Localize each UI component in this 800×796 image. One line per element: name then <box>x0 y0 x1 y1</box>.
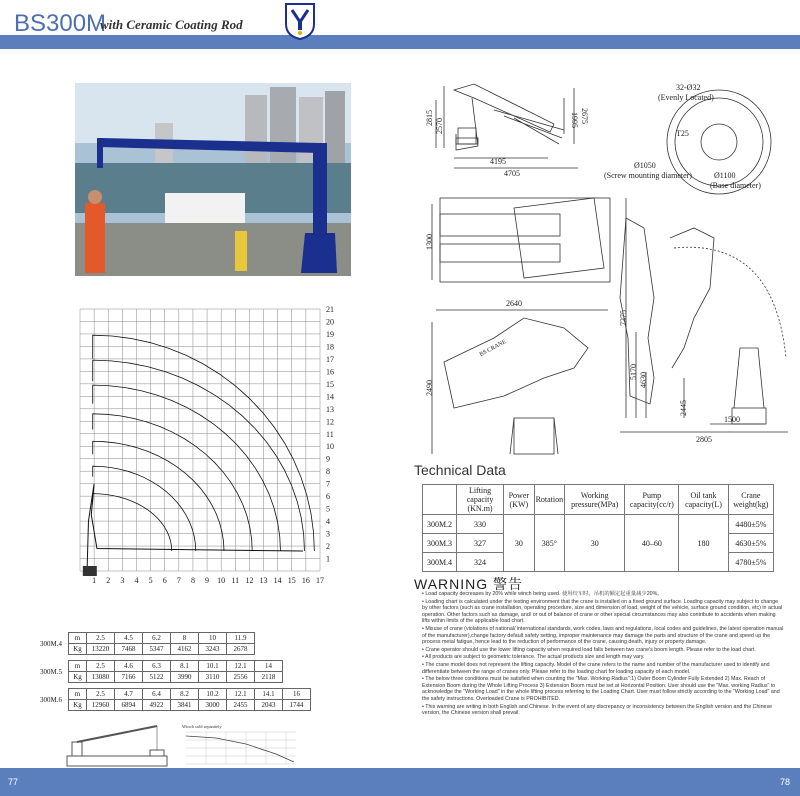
y-tick-label: 17 <box>326 354 334 364</box>
load-table-load: 7166 <box>115 672 143 683</box>
model-subtitle: with Ceramic Coating Rod <box>100 17 243 32</box>
tech-weight: 4780±5% <box>728 553 773 572</box>
load-table-radius: 4.7 <box>115 689 143 700</box>
x-tick-label: 11 <box>231 576 240 585</box>
load-table-load: 12960 <box>87 700 115 711</box>
x-tick-label: 2 <box>106 576 111 585</box>
tech-lifting: 324 <box>457 553 504 572</box>
load-table-radius: 6.3 <box>143 661 171 672</box>
tech-lifting: 327 <box>457 534 504 553</box>
y-tick-label: 12 <box>326 417 334 427</box>
load-table-load: 2678 <box>227 644 255 655</box>
load-table-radius: 4.6 <box>115 661 143 672</box>
dim-top-1: 2570 <box>435 118 444 134</box>
load-table-radius: 4.5 <box>115 633 143 644</box>
y-tick-label: 9 <box>326 454 330 464</box>
x-tick-label: 16 <box>301 576 310 585</box>
x-tick-label: 10 <box>217 576 226 585</box>
tech-header-pump: Pump capacity(cc/r) <box>625 485 679 515</box>
load-table-unit: Kg <box>69 700 87 711</box>
y-tick-label: 14 <box>326 392 334 402</box>
warning-item: • Misuse of crane (violations of national/ international standards, work codes, laws and regulations, local codes and guidelines, the latest operation manual of the manufacturer),change factory default safety setting, improper maintenance may damage the parts and structure of the crane and speed up the process metal fatigue, hence lead to the reduction of performance of the crane, causing death, injury or property damage. <box>422 625 784 646</box>
load-table-load: 4162 <box>171 644 199 655</box>
x-tick-label: 1 <box>92 576 97 585</box>
tech-rotation: 385° <box>534 515 565 572</box>
base-d2: Ø1100 <box>714 171 736 180</box>
page-number-right: 78 <box>779 777 790 787</box>
y-tick-label: 20 <box>326 317 334 327</box>
x-tick-label: 7 <box>176 576 181 585</box>
load-table-radius: 8.1 <box>171 661 199 672</box>
load-table-radius: 16 <box>283 689 311 700</box>
header-band <box>0 35 800 49</box>
y-tick-label: 10 <box>326 442 334 452</box>
load-table-unit: Kg <box>69 672 87 683</box>
winch-chart <box>176 722 298 768</box>
x-tick-label: 12 <box>245 576 254 585</box>
y-tick-label: 13 <box>326 404 334 414</box>
load-table-load: 13080 <box>87 672 115 683</box>
table-row <box>69 672 283 683</box>
table-row <box>423 515 774 534</box>
load-table-unit: m <box>69 689 87 700</box>
load-table-load: 1744 <box>283 700 311 711</box>
x-tick-label: 8 <box>190 576 195 585</box>
brand-text: BS CRANE <box>478 339 508 359</box>
tech-model: 300M.3 <box>423 534 457 553</box>
load-table-radius: 12.1 <box>227 689 255 700</box>
load-table-load: 2455 <box>227 700 255 711</box>
table-row <box>69 700 311 711</box>
page-footer <box>0 768 800 796</box>
tech-header-rotation: Rotation <box>534 485 565 515</box>
load-table-radius: 2.5 <box>87 661 115 672</box>
load-table-radius: 8 <box>171 633 199 644</box>
y-tick-label: 21 <box>326 305 334 314</box>
reach-curve <box>93 494 172 551</box>
load-table-load: 5122 <box>143 672 171 683</box>
tech-header-weight: Crane weight(kg) <box>728 485 773 515</box>
base-holes: 32-Ø32 <box>676 83 701 92</box>
load-table-load: 2118 <box>255 672 283 683</box>
load-table-load: 3841 <box>171 700 199 711</box>
x-tick-label: 13 <box>259 576 268 585</box>
x-tick-label: 3 <box>120 576 125 585</box>
technical-drawings <box>414 78 794 462</box>
y-tick-label: 15 <box>326 379 334 389</box>
tech-header-lifting: Lifting capacity (KN.m) <box>457 485 504 515</box>
load-table-radius: 10.1 <box>199 661 227 672</box>
y-tick-label: 19 <box>326 329 334 339</box>
y-tick-label: 3 <box>326 529 330 539</box>
table-row <box>69 633 255 644</box>
tech-weight: 4630±5% <box>728 534 773 553</box>
load-table-load: 3990 <box>171 672 199 683</box>
base-thickness: T25 <box>676 129 689 138</box>
x-tick-label: 6 <box>162 576 167 585</box>
page-header <box>0 0 800 48</box>
y-tick-label: 8 <box>326 467 330 477</box>
y-tick-label: 18 <box>326 342 334 352</box>
tech-header-pressure: Working pressure(MPa) <box>565 485 625 515</box>
warning-title: WARNING 警告 <box>414 576 524 592</box>
load-table-unit: Kg <box>69 644 87 655</box>
dim-top-2: 1995 <box>570 112 579 128</box>
y-tick-label: 2 <box>326 542 330 552</box>
dim-bottom-0: 2640 <box>506 299 522 308</box>
table-row <box>69 661 283 672</box>
tech-power: 30 <box>504 515 534 572</box>
crane-base <box>83 566 97 576</box>
model-title: BS300M <box>14 10 107 37</box>
x-tick-label: 4 <box>134 576 139 585</box>
load-table-radius: 11.9 <box>227 633 255 644</box>
base-d1-label: (Screw mounting diameter) <box>604 171 692 180</box>
warning-item: • Loading chart is calculated under the testing environment that the crane is installed on a fixed ground surface. Loading capacity may subject to change by other factors (such as crane installation, operating procedure, size and dimension of load, weight of the vehicle, surface ground condition, etc) in actual operation. Other factors such as damage, and/ or out of balance of crane or other special circumstances may also contribute to accidents when making lifts within limits of the applicable load chart. <box>422 598 783 625</box>
load-table-radius: 8.2 <box>171 689 199 700</box>
dim-top-5: 4705 <box>504 169 520 178</box>
dim-bottom-1: 2490 <box>425 380 434 396</box>
technical-data-table <box>422 484 774 572</box>
dim-top-0: 2815 <box>425 110 434 126</box>
base-d1: Ø1050 <box>634 161 656 170</box>
load-table-radius: 10.2 <box>199 689 227 700</box>
tech-header-row <box>423 485 774 515</box>
dim-top-3: 2675 <box>580 108 589 124</box>
load-table-radius: 2.5 <box>87 633 115 644</box>
y-tick-label: 11 <box>326 429 334 439</box>
load-table-model: 300M.5 <box>40 668 62 676</box>
load-table-model: 300M.6 <box>40 696 62 704</box>
base-d2-label: (Base diameter) <box>710 181 761 190</box>
warning-item: • Load capacity decreases by 20% while winch being used. 使用绞车时，吊机的额定起重量减少20%。 <box>422 591 663 597</box>
dim-top-4: 4195 <box>490 157 506 166</box>
tech-model: 300M.2 <box>423 515 457 534</box>
tech-pump: 40–60 <box>625 515 679 572</box>
y-tick-label: 6 <box>326 492 330 502</box>
load-table-radius: 10 <box>199 633 227 644</box>
x-tick-label: 15 <box>287 576 296 585</box>
load-table-radius: 12.1 <box>227 661 255 672</box>
warning-item: • All products are subject to geometric tolerance. The actual products size and length may vary. <box>422 654 645 661</box>
x-tick-label: 9 <box>205 576 210 585</box>
load-table-load: 2043 <box>255 700 283 711</box>
tech-lifting: 330 <box>457 515 504 534</box>
base-holes-note: (Evenly Located) <box>658 93 714 102</box>
load-table-load: 4922 <box>143 700 171 711</box>
reach-curve <box>93 385 281 551</box>
reach-curve <box>93 335 315 551</box>
tech-model: 300M.4 <box>423 553 457 572</box>
load-table-model: 300M.4 <box>40 640 62 648</box>
load-table-load: 13220 <box>87 644 115 655</box>
load-table-unit: m <box>69 661 87 672</box>
load-table-radius: 14.1 <box>255 689 283 700</box>
load-chart <box>60 295 350 621</box>
warning-item: • The below three conditions must be satisfied when counting the "Max. Working Radius":1) Outer Boom Cylinder Fully Extended 2) Max. Reach of Extension Boom during the Whole Lifting Process 3) Extension Boom must be set at Horizontal Position. User should use the "Max. working Radius" to acknowledge the "Working Load" in the whole lifting process referring to the Loading Chart. User must follow strictly according to the "Working Load" and the safety instructions. Overloaded Crane is PROHIBITED. <box>422 676 780 702</box>
load-table-load: 3243 <box>199 644 227 655</box>
brand-logo-icon <box>284 2 316 40</box>
tech-header-power: Power (KW) <box>504 485 534 515</box>
load-table-load: 3000 <box>199 700 227 711</box>
tech-weight: 4480±5% <box>728 515 773 534</box>
load-table <box>68 660 283 683</box>
crane-photo <box>75 83 351 276</box>
x-tick-label: 14 <box>273 576 282 585</box>
reach-curve <box>93 414 253 551</box>
x-tick-label: 17 <box>316 576 324 585</box>
y-tick-label: 7 <box>326 479 330 489</box>
load-table-radius: 2.5 <box>87 689 115 700</box>
warning-item: • The crane model does not represent the lifting capacity. Model of the crane refers to the name and number of the manufacturer used to identify and differentiate between the range of cranes only. Please refer to the loading chart for loading capacity of each model. <box>422 661 770 675</box>
x-tick-label: 5 <box>148 576 153 585</box>
tech-pressure: 30 <box>565 515 625 572</box>
y-tick-label: 5 <box>326 504 330 514</box>
load-table-load: 6894 <box>115 700 143 711</box>
load-table-load: 3110 <box>199 672 227 683</box>
load-table-load: 5347 <box>143 644 171 655</box>
load-table-load: 7468 <box>115 644 143 655</box>
load-table-radius: 6.4 <box>143 689 171 700</box>
tech-header-blank <box>423 485 457 515</box>
dim-bottom-3: 5170 <box>629 364 638 380</box>
load-table-unit: m <box>69 633 87 644</box>
warning-list <box>422 591 784 718</box>
dim-bottom-5: 2445 <box>679 400 688 416</box>
table-row <box>69 689 311 700</box>
technical-data-title: Technical Data <box>414 462 506 478</box>
load-table-load: 2556 <box>227 672 255 683</box>
dim-bottom-4: 4630 <box>639 372 648 388</box>
table-row <box>69 644 255 655</box>
winch-diagram <box>62 712 172 770</box>
y-tick-label: 4 <box>326 517 330 527</box>
tech-tank: 180 <box>679 515 728 572</box>
load-table-radius: 14 <box>255 661 283 672</box>
y-tick-label: 16 <box>326 367 334 377</box>
tech-header-tank: Oil tank capacity(L) <box>679 485 728 515</box>
winch-label: Winch sold separately <box>182 724 222 729</box>
dim-bottom-7: 2805 <box>696 435 712 444</box>
load-table <box>68 688 311 711</box>
dim-bottom-2: 7375 <box>619 310 628 326</box>
load-table-radius: 6.2 <box>143 633 171 644</box>
reach-curve <box>93 360 305 551</box>
warning-item: • This warning are writing in both English and Chinese. In the event of any discrepancy or inconsistency between the English version and the Chinese version, the Chinese version shall prevail. <box>422 703 773 717</box>
warning-item: • Crane operator should use the lower lifting capacity when required load falls between two crane's boom length. Please refer to the load chart. <box>422 646 756 653</box>
y-tick-label: 1 <box>326 554 330 564</box>
dim-bottom-6: 1500 <box>724 415 740 424</box>
page-number-left: 77 <box>8 777 19 787</box>
load-table <box>68 632 255 655</box>
dim-mid: 1300 <box>425 234 434 250</box>
